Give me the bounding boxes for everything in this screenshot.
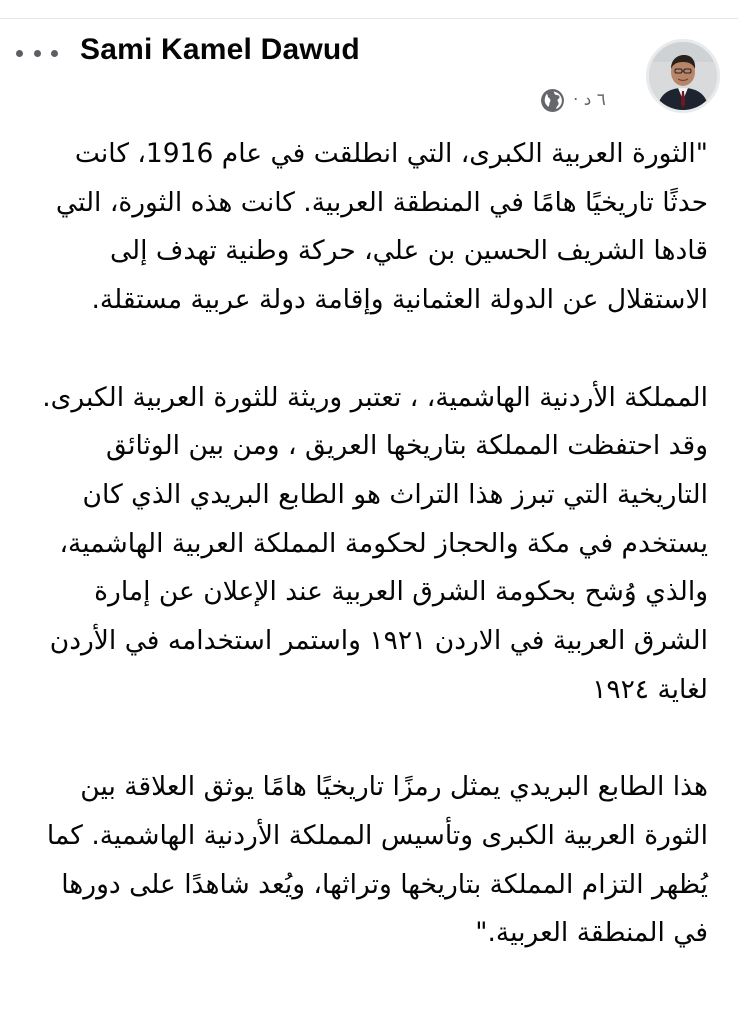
more-options-button[interactable] [16, 39, 58, 67]
post-meta [540, 85, 606, 115]
globe-icon[interactable] [540, 88, 565, 113]
post-text [28, 130, 708, 958]
author-name[interactable]: Sami Kamel Dawud [80, 33, 360, 66]
post-header [0, 19, 738, 114]
more-options-icon [16, 50, 23, 57]
post-paragraph: "الثورة العربية الكبرى، التي انطلقت في عام 1916، كانت حدثًا تاريخيًا هامًا في المنطقة العربية. كانت هذه الثورة، التي قادها الشريف الحسين بن علي، حركة وطنية تهدف إلى الاستقلال عن الدولة العثمانية وإقامة دولة عربية مستقلة. [55, 138, 708, 316]
post-paragraph: المملكة الأردنية الهاشمية، ، تعتبر وريثة للثورة العربية الكبرى. وقد احتفظت المملكة بتاريخها العريق ، ومن بين الوثائق التاريخية التي تبرز هذا التراث هو الطابع البريدي الذي كان يستخدم في مكة والحجاز لحكومة المملكة العربية الهاشمية، والذي وُشح بحكومة الشرق العربية عند الإعلان عن إمارة الشرق العربية في الاردن ١٩٢١ واستمر استخدامه في الأردن لغاية ١٩٢٤ [42, 381, 708, 705]
post-timestamp[interactable]: ٦ د · [573, 90, 606, 110]
profile-photo [649, 42, 717, 110]
more-options-icon-dot [34, 50, 41, 57]
author-avatar[interactable] [646, 39, 720, 113]
post-paragraph: هذا الطابع البريدي يمثل رمزًا تاريخيًا هامًا يوثق العلاقة بين الثورة العربية الكبرى وتأسيس المملكة الأردنية الهاشمية. كما يُظهر التزام المملكة بتاريخها وتراثها، ويُعد شاهدًا على دورها في المنطقة العربية." [46, 771, 708, 949]
more-options-icon-dot [51, 50, 58, 57]
